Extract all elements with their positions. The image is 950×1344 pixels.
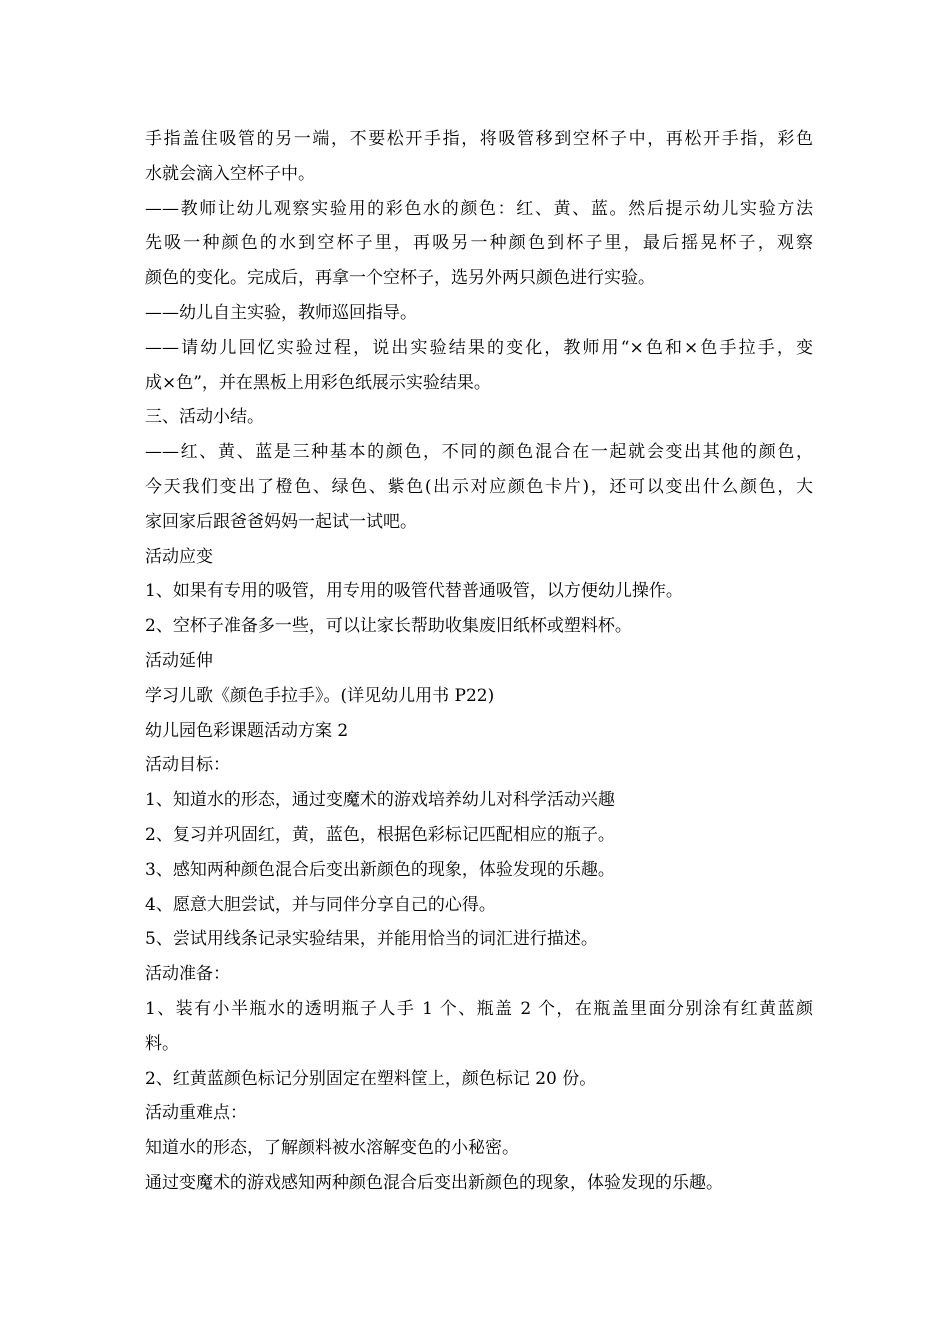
text-line: 1、装有小半瓶水的透明瓶子人手 1 个、瓶盖 2 个，在瓶盖里面分别涂有红黄蓝颜 — [145, 998, 813, 1019]
text-line: 5、尝试用线条记录实验结果，并能用恰当的词汇进行描述。 — [145, 929, 598, 950]
text-line: 1、如果有专用的吸管，用专用的吸管代替普通吸管，以方便幼儿操作。 — [145, 581, 683, 602]
text-line: 1、知道水的形态，通过变魔术的游戏培养幼儿对科学活动兴趣 — [145, 790, 615, 811]
text-line: 活动应变 — [145, 546, 213, 567]
text-line: 幼儿园色彩课题活动方案 2 — [145, 720, 349, 741]
text-line: 家回家后跟爸爸妈妈一起试一试吧。 — [145, 511, 417, 532]
text-line: 先吸一种颜色的水到空杯子里，再吸另一种颜色到杯子里，最后摇晃杯子，观察 — [145, 233, 813, 254]
text-line: 成×色”，并在黑板上用彩色纸展示实验结果。 — [145, 372, 491, 393]
text-line: 今天我们变出了橙色、绿色、紫色(出示对应颜色卡片)，还可以变出什么颜色，大 — [145, 476, 813, 497]
text-line: 活动目标： — [145, 755, 230, 776]
text-line: 学习儿歌《颜色手拉手》。(详见幼儿用书 P22) — [145, 685, 495, 706]
text-line: ——请幼儿回忆实验过程，说出实验结果的变化，教师用“×色和×色手拉手，变 — [145, 337, 813, 358]
text-line: ——红、黄、蓝是三种基本的颜色，不同的颜色混合在一起就会变出其他的颜色， — [145, 442, 813, 463]
text-line: 活动准备： — [145, 964, 230, 985]
text-line: 知道水的形态，了解颜料被水溶解变色的小秘密。 — [145, 1138, 519, 1159]
text-line: 2、红黄蓝颜色标记分别固定在塑料筐上，颜色标记 20 份。 — [145, 1068, 597, 1089]
document-body — [145, 122, 813, 1201]
text-line: ——幼儿自主实验，教师巡回指导。 — [145, 302, 417, 323]
text-line: 手指盖住吸管的另一端，不要松开手指，将吸管移到空杯子中，再松开手指，彩色 — [145, 129, 813, 149]
text-line: 4、愿意大胆尝试，并与同伴分享自己的心得。 — [145, 894, 496, 915]
text-line: 活动延伸 — [145, 650, 213, 671]
text-line: 料。 — [145, 1033, 179, 1054]
text-line: 2、空杯子准备多一些，可以让家长帮助收集废旧纸杯或塑料杯。 — [145, 616, 632, 637]
text-line: 颜色的变化。完成后，再拿一个空杯子，选另外两只颜色进行实验。 — [145, 268, 655, 289]
text-line: ——教师让幼儿观察实验用的彩色水的颜色：红、黄、蓝。然后提示幼儿实验方法 — [145, 198, 813, 219]
text-line: 活动重难点： — [145, 1103, 247, 1124]
text-line: 通过变魔术的游戏感知两种颜色混合后变出新颜色的现象，体验发现的乐趣。 — [145, 1172, 723, 1193]
text-line: 三、活动小结。 — [145, 407, 264, 428]
text-line: 水就会滴入空杯子中。 — [145, 163, 315, 184]
text-line: 2、复习并巩固红，黄，蓝色，根据色彩标记匹配相应的瓶子。 — [145, 824, 615, 845]
text-line: 3、感知两种颜色混合后变出新颜色的现象，体验发现的乐趣。 — [145, 859, 615, 880]
